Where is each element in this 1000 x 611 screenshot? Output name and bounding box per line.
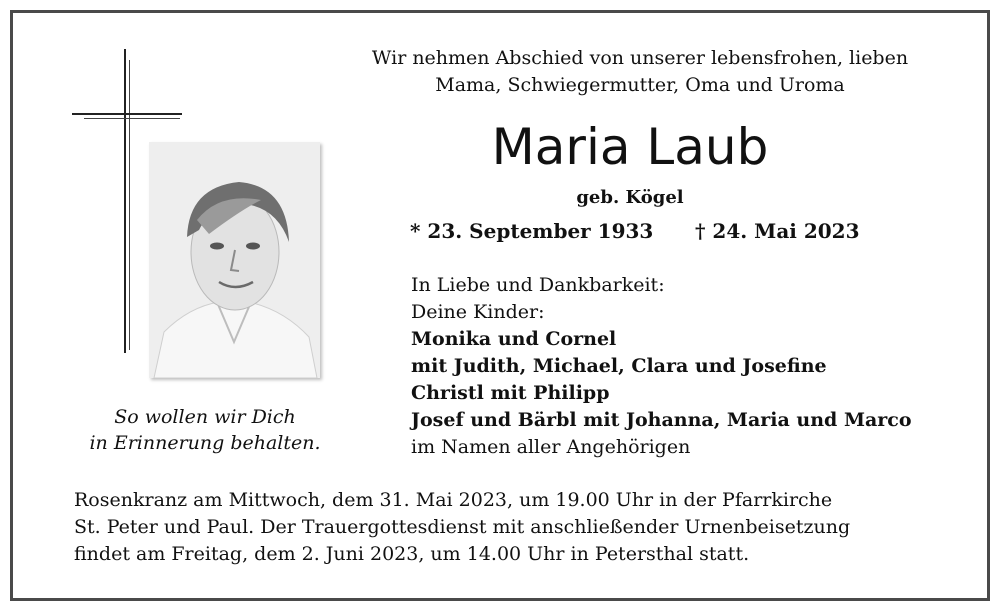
maiden-name: geb. Kögel xyxy=(576,187,684,208)
family-line: im Namen aller Angehörigen xyxy=(411,436,691,458)
cross-horizontal-bar xyxy=(72,113,182,115)
mourners-list xyxy=(411,272,971,461)
cross-vertical-bar xyxy=(124,49,126,353)
family-line: Christl mit Philipp xyxy=(411,382,610,404)
service-notice xyxy=(74,487,940,568)
quote-line-2: in Erinnerung behalten. xyxy=(89,432,321,454)
portrait-photo xyxy=(149,142,320,378)
memorial-quote xyxy=(60,404,350,456)
family-line: Monika und Cornel xyxy=(411,328,617,350)
notice-line-1: Rosenkranz am Mittwoch, dem 31. Mai 2023, um 19.00 Uhr in der Pfarrkirche xyxy=(74,489,833,511)
family-line: Deine Kinder: xyxy=(411,301,545,323)
notice-line-2: St. Peter und Paul. Der Trauergottesdienst mit anschließender Urnenbeisetzung xyxy=(74,516,851,538)
birth-date: * 23. September 1933 xyxy=(410,219,654,243)
intro-line-1: Wir nehmen Abschied von unserer lebensfrohen, lieben xyxy=(371,47,909,69)
cross-vertical-line xyxy=(129,60,130,350)
quote-line-1: So wollen wir Dich xyxy=(114,406,296,428)
farewell-intro xyxy=(330,45,950,99)
family-line: In Liebe und Dankbarkeit: xyxy=(411,274,665,296)
deceased-name: Maria Laub xyxy=(491,118,769,176)
family-line: mit Judith, Michael, Clara und Josefine xyxy=(411,355,827,377)
family-line: Josef und Bärbl mit Johanna, Maria und Marco xyxy=(411,409,912,431)
notice-line-3: findet am Freitag, dem 2. Juni 2023, um 14.00 Uhr in Petersthal statt. xyxy=(74,543,750,565)
cross-horizontal-line xyxy=(84,118,180,119)
intro-line-2: Mama, Schwiegermutter, Oma und Uroma xyxy=(435,74,845,96)
death-date: † 24. Mai 2023 xyxy=(695,219,860,243)
